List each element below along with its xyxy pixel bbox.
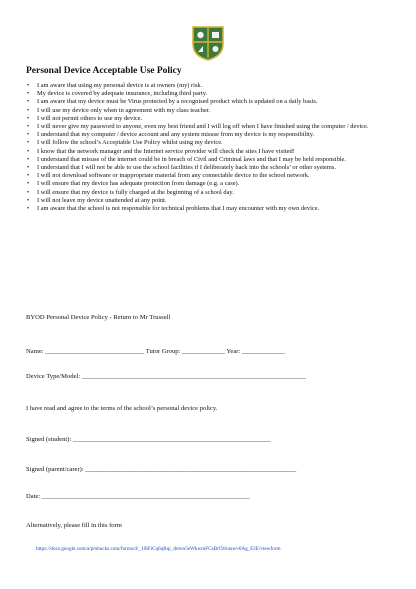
parent-signature-field[interactable]: Signed (parent/carer): ________________________________________________________________: [26, 466, 297, 473]
rule-item: • My device is covered by adequate insurance, including third party.: [26, 90, 388, 98]
rule-item: • I will not download software or inappropriate material from any connectable device to the school network.: [26, 172, 388, 180]
rule-item: • I know that the network manager and the Internet service provider will check the sites I have visited!: [26, 148, 388, 156]
google-form-link[interactable]: https://docs.google.com/a/prsbucks.com/forms/d/_10lFiCq6qRqi_tbtwn5eWkwmFCsBrf58caswv6Ag_F2E/viewform: [36, 546, 281, 552]
device-model-field[interactable]: Device Type/Model: ____________________________________________________________________: [26, 373, 307, 380]
rule-item: • I am aware that my device must be Virus protected by a recognised product which is updated on a daily basis.: [26, 98, 388, 106]
rule-item: • I will ensure that my device has adequate protection from damage (e.g. a case).: [26, 180, 388, 188]
rule-item: • I will never give my password to anyone, even my best friend and I will log off when I have finished using the computer / device.: [26, 123, 388, 131]
rule-item: • I understand that misuse of the internet could be in breach of Civil and Criminal laws and that I may be held responsible.: [26, 156, 388, 164]
policy-rules-list: [26, 82, 388, 213]
agreement-statement: I have read and agree to the terms of the school’s personal device policy.: [26, 405, 218, 412]
name-tutor-year-field[interactable]: Name: ______________________________ Tutor Group: _____________ Year: _____________: [26, 348, 285, 355]
date-field[interactable]: Date: _______________________________________________________________: [26, 493, 250, 500]
rule-item: • I understand that my computer / device account and any system misuse from my device is my responsibility.: [26, 131, 388, 139]
school-crest-logo: [189, 24, 227, 62]
rule-item: • I am aware that the school is not responsible for technical problems that I may encounter with my own device.: [26, 205, 388, 213]
document-title: Personal Device Acceptable Use Policy: [26, 66, 182, 76]
rule-item: • I will use my device only when in agreement with my class teacher.: [26, 107, 388, 115]
rule-item: • I will follow the school’s Acceptable Use Policy whilst using my device.: [26, 139, 388, 147]
rule-item: • I will not leave my device unattended at any point.: [26, 197, 388, 205]
rule-item: • I will ensure that my device is fully charged at the beginning of a school day.: [26, 189, 388, 197]
student-signature-field[interactable]: Signed (student): ____________________________________________________________: [26, 436, 271, 443]
return-instruction: BYOD Personal Device Policy - Return to Mr Trussell: [26, 314, 171, 321]
rule-item: • I am aware that using my personal device is at owners (my) risk.: [26, 82, 388, 90]
rule-item: • I will not permit others to use my device.: [26, 115, 388, 123]
rule-item: • I understand that I will not be able to use the school facilities if I deliberately hack into the schools’ or other systems.: [26, 164, 388, 172]
alternative-form-text: Alternatively, please fill in this form: [26, 522, 122, 529]
